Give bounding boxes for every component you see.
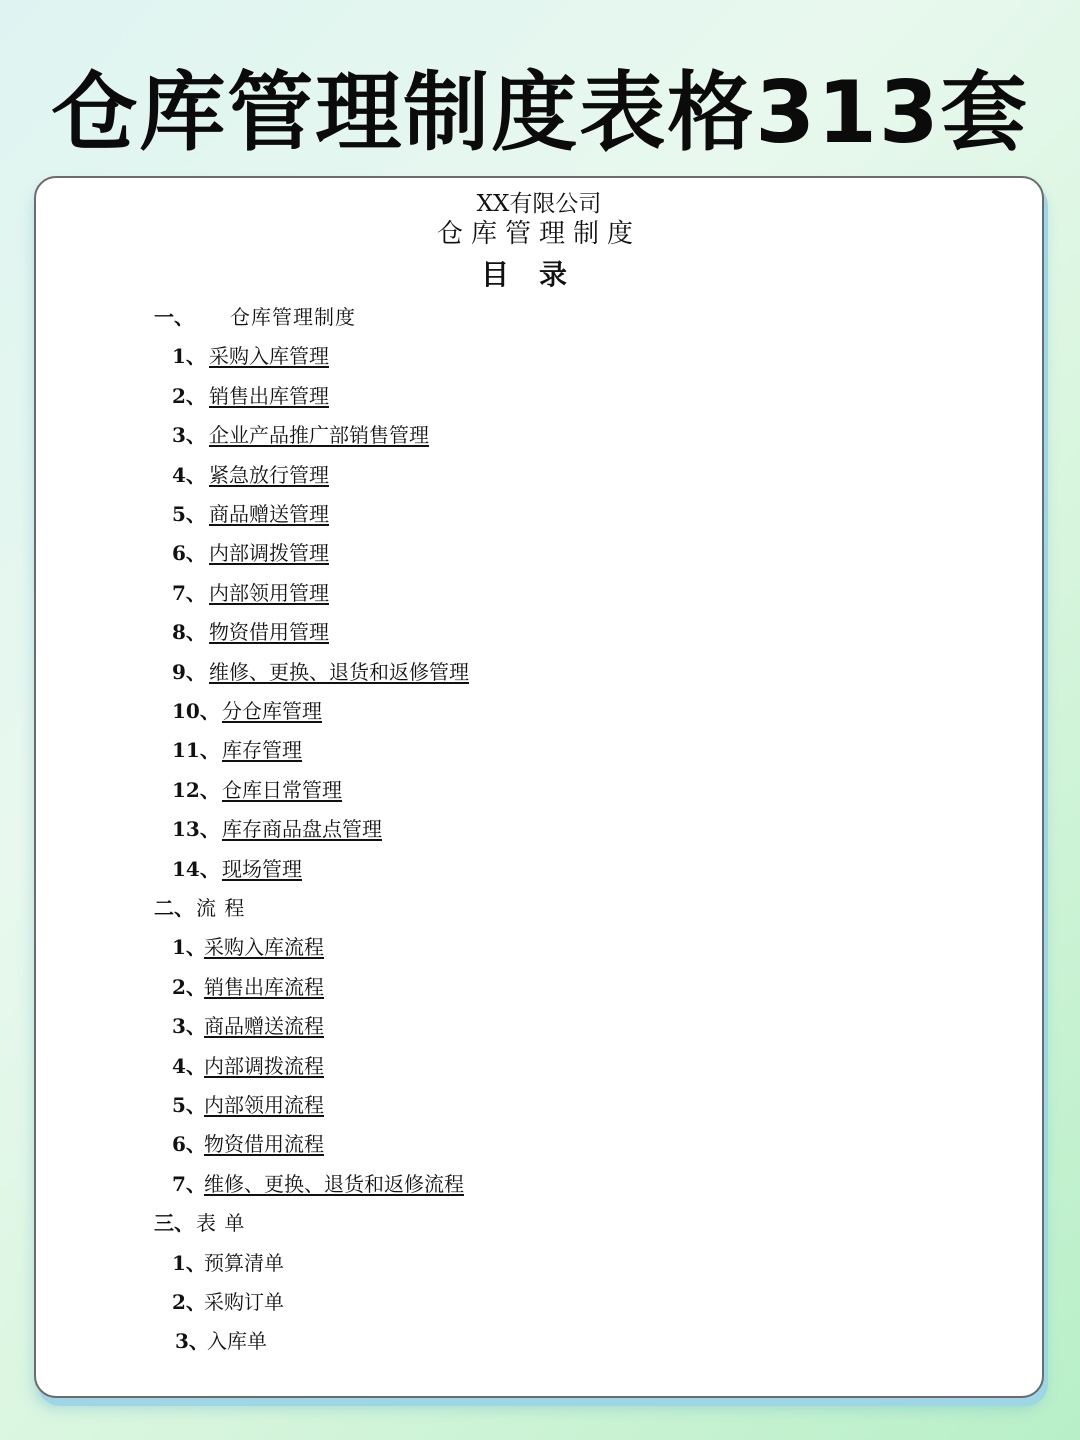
toc-item-label[interactable]: 内部领用流程	[204, 1093, 324, 1117]
toc-item-label[interactable]: 维修、更换、退货和返修管理	[209, 659, 469, 684]
toc-item[interactable]	[175, 1328, 267, 1354]
toc-item[interactable]	[172, 1131, 324, 1157]
toc-number: 5、	[172, 502, 206, 526]
toc-item[interactable]	[172, 1250, 284, 1276]
toc-number: 3、	[175, 1329, 209, 1354]
toc-item[interactable]	[172, 1289, 284, 1315]
toc-item-label[interactable]: 入库单	[207, 1329, 267, 1354]
toc-number: 6、	[172, 541, 206, 566]
toc-item-label[interactable]: 采购入库管理	[209, 344, 329, 369]
toc-item[interactable]	[172, 1053, 324, 1079]
toc-item-label[interactable]: 物资借用管理	[209, 620, 329, 645]
toc-number: 3、	[172, 1014, 206, 1039]
toc-item[interactable]	[172, 974, 324, 1000]
toc-item-label[interactable]: 销售出库管理	[209, 383, 329, 408]
toc-item[interactable]	[172, 659, 469, 685]
toc-item[interactable]	[172, 1013, 324, 1039]
toc-item[interactable]	[172, 856, 302, 882]
toc-item[interactable]	[172, 383, 329, 409]
toc-number: 14、	[172, 856, 220, 881]
toc-number: 2、	[172, 1290, 206, 1314]
toc-item[interactable]	[172, 934, 324, 960]
toc-number: 2、	[172, 974, 206, 999]
toc-item[interactable]	[172, 1171, 464, 1197]
toc-section	[154, 1210, 245, 1236]
toc-number: 1、	[172, 344, 206, 369]
toc-item[interactable]	[172, 619, 329, 645]
toc-item[interactable]	[172, 540, 329, 566]
table-of-contents	[36, 178, 1042, 1396]
toc-number: 12、	[172, 777, 220, 802]
toc-item[interactable]	[172, 698, 322, 724]
toc-item[interactable]	[172, 777, 342, 803]
toc-item[interactable]	[172, 816, 382, 842]
toc-number: 三、	[154, 1211, 194, 1236]
toc-section	[154, 304, 356, 330]
toc-item[interactable]	[172, 462, 329, 488]
toc-number: 13、	[172, 817, 220, 842]
toc-number: 4、	[172, 1053, 206, 1078]
document-card	[34, 176, 1044, 1398]
toc-item-label[interactable]: 现场管理	[222, 856, 302, 881]
toc-number: 5、	[172, 1093, 206, 1117]
document-title: 仓库管理制度	[436, 219, 641, 249]
toc-item-label[interactable]: 库存管理	[222, 738, 302, 763]
toc-number: 8、	[172, 620, 206, 645]
toc-number: 2、	[172, 383, 206, 408]
toc-item[interactable]	[172, 343, 329, 369]
toc-item-label[interactable]: 销售出库流程	[204, 974, 324, 999]
toc-number: 4、	[172, 462, 206, 487]
toc-item[interactable]	[172, 501, 329, 527]
toc-number: 3、	[172, 423, 206, 448]
toc-item-label[interactable]: 预算清单	[204, 1250, 284, 1275]
toc-item-label[interactable]: 物资借用流程	[204, 1132, 324, 1157]
toc-item-label[interactable]: 内部调拨流程	[204, 1053, 324, 1078]
toc-item-label[interactable]: 内部调拨管理	[209, 541, 329, 566]
toc-item-label[interactable]: 库存商品盘点管理	[222, 817, 382, 842]
toc-item[interactable]	[172, 422, 429, 448]
toc-number: 1、	[172, 935, 206, 960]
toc-number: 1、	[172, 1250, 206, 1275]
toc-section-title: 表 单	[196, 1211, 246, 1236]
toc-number: 二、	[154, 896, 194, 920]
toc-item-label[interactable]: 紧急放行管理	[209, 462, 329, 487]
toc-item-label[interactable]: 采购入库流程	[204, 935, 324, 960]
toc-section-title: 仓库管理制度	[230, 305, 356, 329]
toc-item[interactable]	[172, 580, 329, 606]
toc-item-label[interactable]: 内部领用管理	[209, 580, 329, 605]
company-name: XX有限公司	[476, 191, 602, 217]
toc-number: 6、	[172, 1132, 206, 1157]
toc-heading: 目录	[480, 258, 597, 291]
toc-number: 9、	[172, 659, 206, 684]
toc-item-label[interactable]: 维修、更换、退货和返修流程	[204, 1171, 464, 1196]
toc-number: 11、	[172, 738, 220, 763]
toc-item[interactable]	[172, 737, 302, 763]
toc-item-label[interactable]: 采购订单	[204, 1290, 284, 1314]
toc-number: 7、	[172, 1171, 206, 1196]
toc-section	[154, 895, 245, 921]
toc-item-label[interactable]: 商品赠送流程	[204, 1014, 324, 1039]
toc-item-label[interactable]: 仓库日常管理	[222, 777, 342, 802]
toc-number: 7、	[172, 580, 206, 605]
toc-item-label[interactable]: 分仓库管理	[222, 699, 322, 723]
toc-number: 一、	[154, 305, 194, 329]
toc-number: 10、	[172, 699, 220, 723]
banner-title: 仓库管理制度表格313套	[51, 63, 1029, 163]
toc-section-title: 流 程	[196, 896, 246, 920]
toc-item-label[interactable]: 企业产品推广部销售管理	[209, 423, 429, 448]
toc-item-label[interactable]: 商品赠送管理	[209, 502, 329, 526]
toc-item[interactable]	[172, 1092, 324, 1118]
